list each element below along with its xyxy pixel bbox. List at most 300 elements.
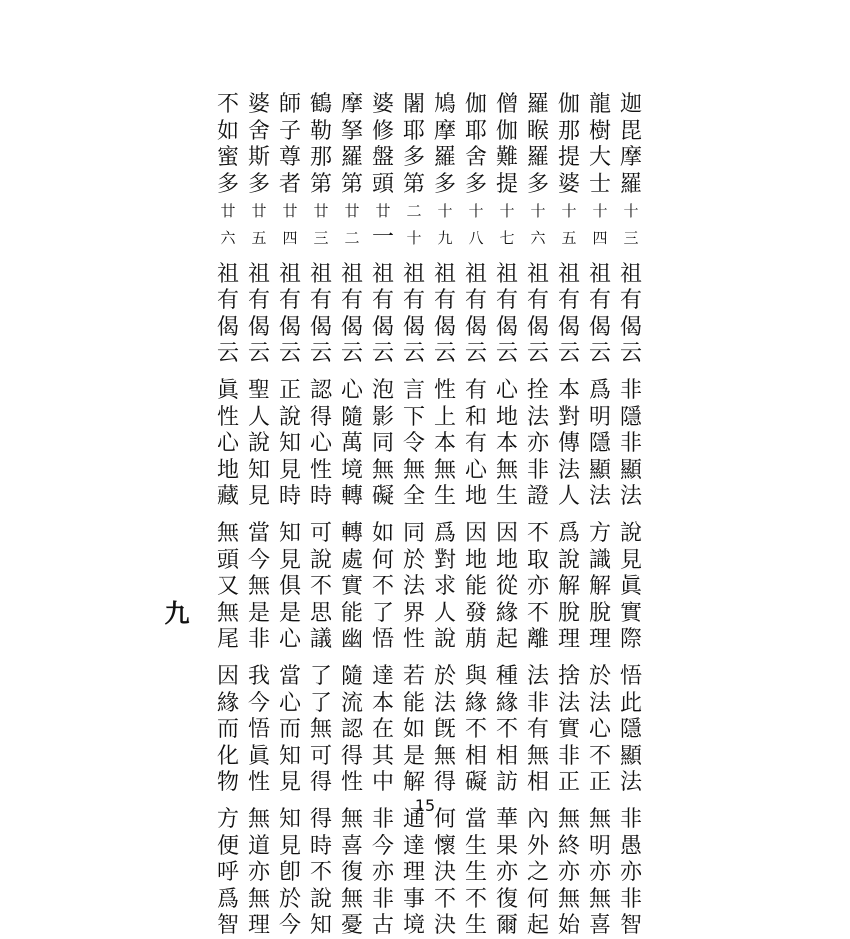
text-glyph: 有 <box>526 288 549 314</box>
text-glyph: 有 <box>619 288 642 314</box>
text-glyph: 達 <box>402 833 425 859</box>
text-glyph: 不 <box>309 574 332 600</box>
text-glyph: 思 <box>309 600 332 626</box>
text-glyph: 云 <box>526 341 549 367</box>
text-glyph: 又 <box>216 574 239 600</box>
text-glyph: 其 <box>371 743 394 769</box>
text-glyph: 爲 <box>557 521 580 546</box>
text-glyph: 羅 <box>433 145 456 171</box>
text-glyph: 無 <box>557 807 580 832</box>
text-glyph: 羅 <box>619 171 642 197</box>
text-glyph: 心 <box>464 457 487 483</box>
text-glyph: 是 <box>278 600 301 626</box>
text-glyph: 非 <box>526 690 549 716</box>
text-glyph: 無 <box>216 600 239 626</box>
text-glyph: 是 <box>247 600 270 626</box>
text-glyph: 何 <box>433 807 456 832</box>
text-glyph: 偈 <box>278 314 301 340</box>
text-glyph: 了 <box>309 664 332 689</box>
text-column <box>587 92 613 939</box>
text-glyph: 有 <box>557 288 580 314</box>
text-glyph: 爲 <box>588 378 611 403</box>
text-glyph: 喜 <box>340 833 363 859</box>
text-glyph: 十 <box>468 202 484 221</box>
text-glyph: 二 <box>406 202 422 221</box>
text-glyph: 十 <box>499 202 515 221</box>
text-glyph: 無 <box>433 457 456 483</box>
text-glyph: 無 <box>526 743 549 769</box>
text-glyph: 於 <box>402 547 425 573</box>
text-glyph: 人 <box>247 404 270 430</box>
text-glyph: 闍 <box>402 92 425 117</box>
text-glyph: 伽 <box>557 92 580 117</box>
text-column <box>463 92 489 939</box>
text-glyph: 取 <box>526 547 549 573</box>
text-column <box>370 92 396 939</box>
text-glyph: 見 <box>278 547 301 573</box>
text-glyph: 人 <box>433 600 456 626</box>
text-glyph: 毘 <box>619 118 642 144</box>
text-glyph: 法 <box>619 770 642 796</box>
text-glyph: 始 <box>557 913 580 939</box>
text-glyph: 顯 <box>619 743 642 769</box>
text-glyph: 說 <box>278 404 301 430</box>
text-glyph: 無 <box>433 743 456 769</box>
text-column <box>339 92 365 939</box>
text-glyph: 有 <box>247 288 270 314</box>
text-glyph: 伽 <box>495 118 518 144</box>
text-glyph: 說 <box>557 547 580 573</box>
text-glyph: 對 <box>557 404 580 430</box>
text-glyph: 見 <box>278 833 301 859</box>
text-glyph: 不 <box>216 92 239 117</box>
text-column <box>215 92 241 939</box>
text-glyph: 偈 <box>371 314 394 340</box>
text-glyph: 說 <box>619 521 642 546</box>
text-glyph: 四 <box>592 229 608 247</box>
text-glyph: 法 <box>557 457 580 483</box>
text-glyph: 十 <box>623 202 639 221</box>
text-glyph: 事 <box>402 886 425 912</box>
text-glyph: 多 <box>526 171 549 197</box>
text-glyph: 三 <box>623 229 639 247</box>
text-glyph: 心 <box>588 717 611 743</box>
text-glyph: 非 <box>526 457 549 483</box>
text-glyph: 蜜 <box>216 145 239 171</box>
text-glyph: 悟 <box>247 717 270 743</box>
text-glyph: 云 <box>495 341 518 367</box>
text-glyph: 便 <box>216 833 239 859</box>
text-glyph: 內 <box>526 807 549 832</box>
text-glyph: 無 <box>216 521 239 546</box>
text-glyph: 得 <box>340 743 363 769</box>
text-glyph: 知 <box>278 743 301 769</box>
text-glyph: 尊 <box>278 145 301 171</box>
text-column <box>246 92 272 939</box>
text-glyph: 亦 <box>526 431 549 457</box>
text-glyph: 知 <box>278 431 301 457</box>
text-glyph: 明 <box>588 833 611 859</box>
text-glyph: 正 <box>588 770 611 796</box>
text-glyph: 爾 <box>495 913 518 939</box>
text-glyph: 解 <box>588 574 611 600</box>
text-glyph: 悟 <box>619 664 642 689</box>
text-glyph: 是 <box>402 743 425 769</box>
text-glyph: 偈 <box>588 314 611 340</box>
text-glyph: 云 <box>557 341 580 367</box>
text-glyph: 因 <box>495 521 518 546</box>
text-glyph: 本 <box>371 690 394 716</box>
text-glyph: 羅 <box>526 92 549 117</box>
text-glyph: 若 <box>402 664 425 689</box>
text-glyph: 性 <box>247 770 270 796</box>
text-glyph: 不 <box>371 574 394 600</box>
text-glyph: 有 <box>588 288 611 314</box>
text-glyph: 摩 <box>433 118 456 144</box>
text-glyph: 幽 <box>340 627 363 653</box>
text-glyph: 祖 <box>309 261 332 287</box>
text-glyph: 有 <box>278 288 301 314</box>
text-glyph: 非 <box>557 743 580 769</box>
text-glyph: 婆 <box>371 92 394 117</box>
text-glyph: 流 <box>340 690 363 716</box>
text-glyph: 非 <box>619 431 642 457</box>
text-glyph: 有 <box>371 288 394 314</box>
text-glyph: 祖 <box>278 261 301 287</box>
text-glyph: 四 <box>282 229 298 247</box>
text-glyph: 六 <box>220 229 236 247</box>
text-glyph: 藏 <box>216 484 239 510</box>
text-glyph: 非 <box>247 627 270 653</box>
text-glyph: 生 <box>464 833 487 859</box>
text-glyph: 鳩 <box>433 92 456 117</box>
text-glyph: 今 <box>247 547 270 573</box>
text-glyph: 隨 <box>340 664 363 689</box>
text-glyph: 法 <box>588 690 611 716</box>
text-glyph: 卽 <box>278 860 301 886</box>
text-glyph: 婆 <box>247 92 270 117</box>
text-glyph: 隱 <box>588 431 611 457</box>
text-glyph: 廿 <box>251 202 267 221</box>
text-glyph: 見 <box>247 484 270 510</box>
text-glyph: 多 <box>402 145 425 171</box>
text-glyph: 偈 <box>433 314 456 340</box>
text-glyph: 復 <box>340 860 363 886</box>
text-glyph: 有 <box>402 288 425 314</box>
text-glyph: 實 <box>557 717 580 743</box>
text-glyph: 明 <box>588 404 611 430</box>
text-glyph: 伽 <box>464 92 487 117</box>
text-glyph: 時 <box>309 484 332 510</box>
text-glyph: 證 <box>526 484 549 510</box>
text-glyph: 祖 <box>619 261 642 287</box>
text-glyph: 性 <box>340 770 363 796</box>
text-glyph: 師 <box>278 92 301 117</box>
text-glyph: 而 <box>278 717 301 743</box>
text-glyph: 化 <box>216 743 239 769</box>
text-glyph: 廿 <box>344 202 360 221</box>
text-glyph: 能 <box>402 690 425 716</box>
text-glyph: 境 <box>402 913 425 939</box>
text-glyph: 泡 <box>371 378 394 403</box>
text-glyph: 理 <box>247 913 270 939</box>
text-glyph: 非 <box>371 886 394 912</box>
text-glyph: 知 <box>309 913 332 939</box>
text-glyph: 亦 <box>247 860 270 886</box>
text-glyph: 法 <box>526 664 549 689</box>
text-glyph: 云 <box>619 341 642 367</box>
text-glyph: 無 <box>495 457 518 483</box>
text-glyph: 顯 <box>588 457 611 483</box>
text-glyph: 礙 <box>371 484 394 510</box>
text-glyph: 六 <box>530 229 546 247</box>
text-glyph: 云 <box>278 341 301 367</box>
text-glyph: 處 <box>340 547 363 573</box>
text-glyph: 時 <box>278 484 301 510</box>
text-glyph: 何 <box>526 886 549 912</box>
text-glyph: 心 <box>495 378 518 403</box>
text-glyph: 得 <box>433 770 456 796</box>
text-glyph: 亦 <box>619 860 642 886</box>
text-glyph: 轉 <box>340 484 363 510</box>
text-glyph: 如 <box>371 521 394 546</box>
text-glyph: 憂 <box>340 913 363 939</box>
text-glyph: 說 <box>309 886 332 912</box>
text-glyph: 不 <box>495 717 518 743</box>
text-glyph: 不 <box>526 521 549 546</box>
text-glyph: 如 <box>216 118 239 144</box>
text-glyph: 外 <box>526 833 549 859</box>
text-glyph: 和 <box>464 404 487 430</box>
text-glyph: 得 <box>309 807 332 832</box>
text-glyph: 廿 <box>375 202 391 221</box>
text-glyph: 與 <box>464 664 487 689</box>
text-glyph: 一 <box>371 225 394 250</box>
text-glyph: 七 <box>499 229 515 247</box>
text-glyph: 不 <box>588 743 611 769</box>
text-glyph: 亦 <box>371 860 394 886</box>
text-glyph: 今 <box>278 913 301 939</box>
text-glyph: 第 <box>309 171 332 197</box>
text-glyph: 修 <box>371 118 394 144</box>
text-glyph: 說 <box>309 547 332 573</box>
text-glyph: 祖 <box>371 261 394 287</box>
text-glyph: 悟 <box>371 627 394 653</box>
text-glyph: 舍 <box>464 145 487 171</box>
text-glyph: 正 <box>278 378 301 403</box>
text-glyph: 令 <box>402 431 425 457</box>
text-glyph: 有 <box>495 288 518 314</box>
text-glyph: 呼 <box>216 860 239 886</box>
text-glyph: 不 <box>433 886 456 912</box>
text-glyph: 祖 <box>433 261 456 287</box>
text-glyph: 摩 <box>340 92 363 117</box>
text-glyph: 於 <box>588 664 611 689</box>
text-glyph: 無 <box>309 717 332 743</box>
text-glyph: 亦 <box>526 574 549 600</box>
text-glyph: 種 <box>495 664 518 689</box>
text-glyph: 知 <box>278 807 301 832</box>
text-glyph: 祖 <box>216 261 239 287</box>
text-glyph: 上 <box>433 404 456 430</box>
text-glyph: 生 <box>464 860 487 886</box>
text-glyph: 云 <box>588 341 611 367</box>
text-glyph: 理 <box>557 627 580 653</box>
text-glyph: 非 <box>619 886 642 912</box>
text-glyph: 於 <box>433 664 456 689</box>
page-number: 15 <box>414 796 436 815</box>
text-glyph: 如 <box>402 717 425 743</box>
text-glyph: 議 <box>309 627 332 653</box>
text-glyph: 有 <box>433 288 456 314</box>
text-glyph: 見 <box>619 547 642 573</box>
text-glyph: 隨 <box>340 404 363 430</box>
text-glyph: 云 <box>340 341 363 367</box>
text-glyph: 多 <box>464 171 487 197</box>
text-glyph: 得 <box>309 404 332 430</box>
text-glyph: 地 <box>495 404 518 430</box>
text-glyph: 對 <box>433 547 456 573</box>
text-glyph: 二 <box>344 229 360 247</box>
text-glyph: 亦 <box>588 860 611 886</box>
text-glyph: 非 <box>619 378 642 403</box>
text-glyph: 正 <box>557 770 580 796</box>
text-glyph: 無 <box>371 457 394 483</box>
text-glyph: 偈 <box>247 314 270 340</box>
text-glyph: 法 <box>619 484 642 510</box>
text-glyph: 方 <box>216 807 239 832</box>
text-glyph: 於 <box>278 886 301 912</box>
text-glyph: 地 <box>464 484 487 510</box>
text-glyph: 提 <box>557 145 580 171</box>
text-glyph: 同 <box>371 431 394 457</box>
text-glyph: 無 <box>247 886 270 912</box>
text-glyph: 心 <box>278 690 301 716</box>
text-glyph: 方 <box>588 521 611 546</box>
text-glyph: 法 <box>402 574 425 600</box>
text-glyph: 頭 <box>371 171 394 197</box>
text-glyph: 鶴 <box>309 92 332 117</box>
text-glyph: 知 <box>247 457 270 483</box>
text-glyph: 愚 <box>619 833 642 859</box>
text-glyph: 云 <box>371 341 394 367</box>
text-glyph: 云 <box>309 341 332 367</box>
text-glyph: 相 <box>526 770 549 796</box>
text-glyph: 求 <box>433 574 456 600</box>
text-glyph: 有 <box>464 431 487 457</box>
text-glyph: 心 <box>278 627 301 653</box>
text-glyph: 此 <box>619 690 642 716</box>
text-glyph: 之 <box>526 860 549 886</box>
text-glyph: 了 <box>371 600 394 626</box>
text-glyph: 訪 <box>495 770 518 796</box>
text-glyph: 隱 <box>619 404 642 430</box>
text-glyph: 心 <box>340 378 363 403</box>
text-glyph: 全 <box>402 484 425 510</box>
text-glyph: 有 <box>309 288 332 314</box>
text-glyph: 當 <box>278 664 301 689</box>
text-glyph: 爲 <box>433 521 456 546</box>
text-glyph: 偈 <box>619 314 642 340</box>
text-glyph: 本 <box>433 431 456 457</box>
text-glyph: 緣 <box>464 690 487 716</box>
text-glyph: 識 <box>588 547 611 573</box>
text-glyph: 法 <box>557 690 580 716</box>
text-glyph: 迦 <box>619 92 642 117</box>
text-glyph: 地 <box>216 457 239 483</box>
text-glyph: 懷 <box>433 833 456 859</box>
text-glyph: 旣 <box>433 717 456 743</box>
text-glyph: 能 <box>464 574 487 600</box>
text-glyph: 三 <box>313 229 329 247</box>
text-glyph: 界 <box>402 600 425 626</box>
text-glyph: 不 <box>309 860 332 886</box>
text-glyph: 緣 <box>495 690 518 716</box>
text-glyph: 影 <box>371 404 394 430</box>
text-glyph: 生 <box>433 484 456 510</box>
text-column <box>494 92 520 939</box>
text-glyph: 萬 <box>340 431 363 457</box>
text-glyph: 不 <box>464 886 487 912</box>
text-glyph: 礙 <box>464 770 487 796</box>
text-glyph: 當 <box>464 807 487 832</box>
text-glyph: 耶 <box>464 118 487 144</box>
text-glyph: 本 <box>557 378 580 403</box>
text-glyph: 廿 <box>220 202 236 221</box>
text-glyph: 祖 <box>557 261 580 287</box>
text-glyph: 無 <box>247 574 270 600</box>
text-glyph: 法 <box>433 690 456 716</box>
text-column <box>308 92 334 939</box>
text-glyph: 有 <box>526 717 549 743</box>
text-glyph: 盤 <box>371 145 394 171</box>
text-glyph: 見 <box>278 770 301 796</box>
text-glyph: 亦 <box>495 860 518 886</box>
text-glyph: 了 <box>309 690 332 716</box>
text-glyph: 樹 <box>588 118 611 144</box>
text-glyph: 聖 <box>247 378 270 403</box>
text-column <box>556 92 582 939</box>
text-glyph: 復 <box>495 886 518 912</box>
text-glyph: 同 <box>402 521 425 546</box>
text-glyph: 從 <box>495 574 518 600</box>
text-glyph: 偈 <box>526 314 549 340</box>
text-glyph: 理 <box>402 860 425 886</box>
text-glyph: 祖 <box>247 261 270 287</box>
margin-chapter-mark: 九 <box>164 599 190 628</box>
text-glyph: 性 <box>402 627 425 653</box>
text-glyph: 耶 <box>402 118 425 144</box>
text-glyph: 因 <box>464 521 487 546</box>
text-glyph: 喜 <box>588 913 611 939</box>
text-glyph: 境 <box>340 457 363 483</box>
text-glyph: 多 <box>216 171 239 197</box>
text-glyph: 心 <box>216 431 239 457</box>
text-glyph: 大 <box>588 145 611 171</box>
text-glyph: 十 <box>437 202 453 221</box>
text-glyph: 決 <box>433 860 456 886</box>
text-glyph: 在 <box>371 717 394 743</box>
text-glyph: 亦 <box>557 860 580 886</box>
text-column <box>432 92 458 939</box>
text-glyph: 我 <box>247 664 270 689</box>
text-glyph: 不 <box>526 600 549 626</box>
text-glyph: 隱 <box>619 717 642 743</box>
text-glyph: 決 <box>433 913 456 939</box>
text-glyph: 而 <box>216 717 239 743</box>
text-glyph: 時 <box>309 833 332 859</box>
text-glyph: 偈 <box>340 314 363 340</box>
